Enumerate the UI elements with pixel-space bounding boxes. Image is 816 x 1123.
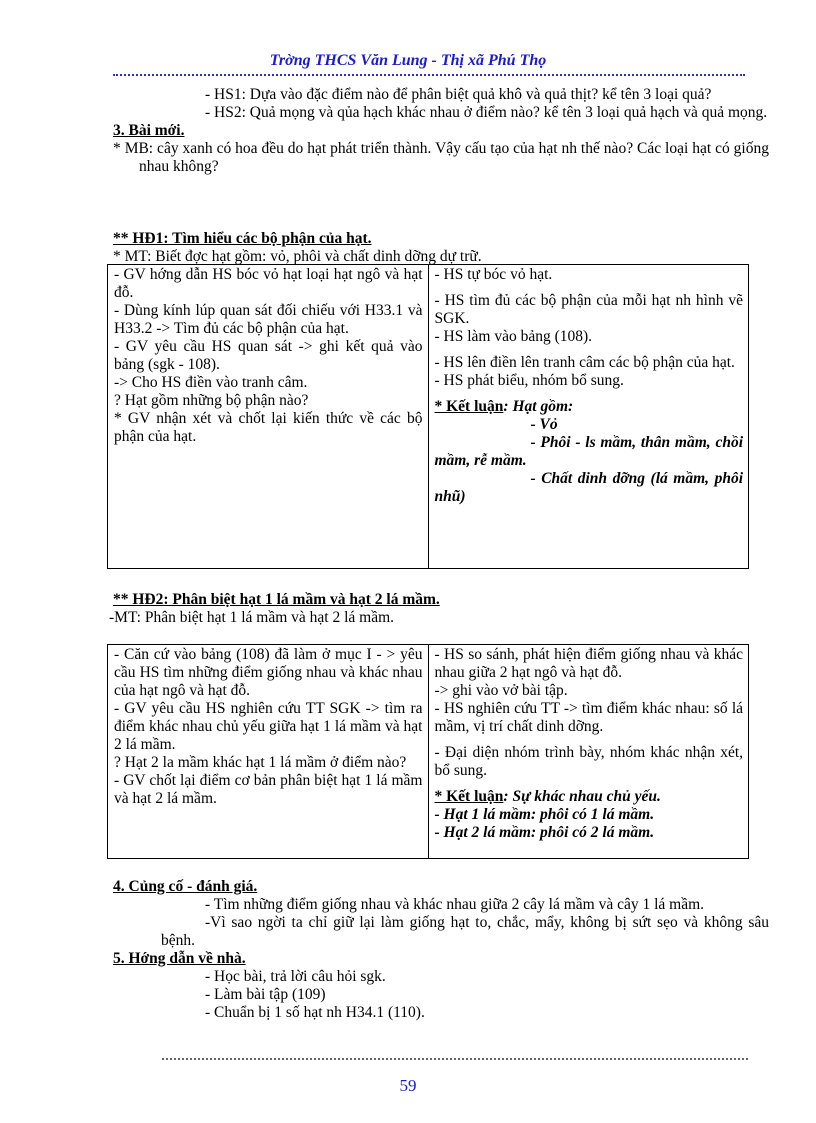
hd2-left-item: - GV yêu cầu HS nghiên cứu TT SGK -> tìm ra điểm khác nhau chủ yếu giữa hạt 1 lá mầm và hạt 2 lá mầm. — [114, 700, 423, 753]
hd2-table — [107, 644, 749, 859]
section5-title: 5. Hớng dẫn về nhà. — [113, 950, 246, 967]
hd2-right-item: - HS so sánh, phát hiện điểm giống nhau và khác nhau giữa 2 hạt ngô và hạt đỗ. — [434, 646, 743, 681]
hd1-conclusion-item: - Phôi - ls mầm, thân mầm, chồi mầm, rễ mầm. — [434, 434, 743, 469]
hd1-right-item: - HS phát biểu, nhóm bổ sung. — [434, 372, 624, 389]
hd2-left-item: ? Hạt 2 la mầm khác hạt 1 lá mầm ở điểm nào? — [114, 754, 407, 771]
hd1-heading-block — [113, 230, 769, 266]
section5-item: - Làm bài tập (109) — [205, 986, 326, 1003]
hd1-right-item: - HS tìm đủ các bộ phận của mỗi hạt nh hình vẽ SGK. — [434, 292, 743, 327]
hd1-table — [107, 264, 749, 569]
hd2-student-column — [428, 645, 749, 859]
hd1-conclusion-item: - Chất dinh dỡng (lá mầm, phôi nhũ) — [434, 470, 743, 505]
hd1-left-item: * GV nhận xét và chốt lại kiến thức về các bộ phận của hạt. — [114, 410, 423, 445]
hd1-right-item: - HS làm vào bảng (108). — [434, 328, 593, 345]
hd1-conclusion: * Kết luận: Hạt gồm: — [434, 398, 574, 415]
footer-divider — [162, 1058, 748, 1060]
hd1-left-item: - GV yêu cầu HS quan sát -> ghi kết quả vào bảng (sgk - 108). — [114, 338, 423, 373]
conclusion-label: * Kết luận — [434, 398, 504, 415]
intro-block — [113, 86, 769, 176]
hd2-left-item: - Căn cứ vào bảng (108) đã làm ở mục I - > yêu cầu HS tìm những điểm giống nhau và khác nhau của hạt ngô và hạt đỗ. — [114, 646, 423, 699]
hd2-teacher-column — [108, 645, 429, 859]
section5-item: - Chuẩn bị 1 số hạt nh H34.1 (110). — [205, 1004, 425, 1021]
intro-hs1: - HS1: Dựa vào đặc điểm nào để phân biệt quả khô và quả thịt? kể tên 3 loại quả? — [205, 86, 712, 103]
section5-list — [113, 968, 769, 1022]
hd1-student-column — [428, 265, 749, 569]
hd1-right-item: - HS tự bóc vỏ hạt. — [434, 266, 553, 283]
hd2-right-item: - HS nghiên cứu TT -> tìm điểm khác nhau: số lá mầm, vị trí chất dinh dỡng. — [434, 700, 743, 735]
hd1-mt: * MT: Biết đợc hạt gồm: vỏ, phôi và chất dinh dỡng dự trữ. — [113, 248, 482, 265]
page-number: 59 — [399, 1076, 417, 1095]
hd1-left-item: ? Hạt gồm những bộ phận nào? — [114, 392, 309, 409]
hd2-mt: -MT: Phân biệt hạt 1 lá mầm và hạt 2 lá mầm. — [109, 609, 395, 626]
section3-title: 3. Bài mới. — [113, 122, 185, 139]
hd1-teacher-column — [108, 265, 429, 569]
section3-mb: * MB: cây xanh có hoa đều do hạt phát triển thành. Vậy cấu tạo của hạt nh thế nào? Các loại hạt có giống nhau không? — [113, 140, 769, 175]
hd2-heading-block — [109, 591, 769, 627]
hd2-title: ** HĐ2: Phân biệt hạt 1 lá mầm và hạt 2 lá mầm. — [113, 591, 440, 608]
section4-block — [113, 878, 769, 1022]
header-divider — [113, 74, 745, 76]
hd2-right-item: -> ghi vào vở bài tập. — [434, 682, 568, 699]
hd1-left-item: - GV hớng dẫn HS bóc vỏ hạt loại hạt ngô và hạt đỗ. — [114, 266, 423, 301]
hd1-title: ** HĐ1: Tìm hiểu các bộ phận của hạt. — [113, 230, 372, 247]
conclusion-label: * Kết luận — [434, 788, 504, 805]
conclusion-head: Hạt gồm: — [512, 398, 574, 415]
conclusion-head: Sự khác nhau chủ yếu. — [512, 788, 661, 805]
section5-item: - Học bài, trả lời câu hỏi sgk. — [205, 968, 386, 985]
section4-item: -Vì sao ngời ta chỉ giữ lại làm giống hạt to, chắc, mẩy, không bị sứt sẹo và không sâu bệnh. — [161, 914, 769, 949]
section4-title: 4. Củng cố - đánh giá. — [113, 878, 258, 895]
hd1-conclusion-item: - Vỏ — [530, 416, 558, 433]
hd1-left-item: -> Cho HS điền vào tranh câm. — [114, 374, 308, 391]
hd2-left-item: - GV chốt lại điểm cơ bản phân biệt hạt 1 lá mầm và hạt 2 lá mầm. — [114, 772, 423, 807]
hd1-right-item: - HS lên điền lên tranh câm các bộ phận của hạt. — [434, 354, 735, 371]
hd2-conclusion-item: - Hạt 1 lá mầm: phôi có 1 lá mầm. — [434, 806, 655, 823]
intro-hs2: - HS2: Quả mọng và qủa hạch khác nhau ở điểm nào? kể tên 3 loại quả hạch và quả mọng. — [205, 104, 768, 121]
hd1-left-item: - Dùng kính lúp quan sát đối chiếu với H33.1 và H33.2 -> Tìm đủ các bộ phận của hạt. — [114, 302, 423, 337]
hd2-right-item: - Đại diện nhóm trình bày, nhóm khác nhận xét, bổ sung. — [434, 744, 743, 779]
page-header: Trờng THCS Văn Lung - Thị xã Phú Thọ — [269, 52, 547, 69]
hd2-conclusion-item: - Hạt 2 lá mầm: phôi có 2 lá mầm. — [434, 824, 655, 841]
hd2-conclusion: * Kết luận: Sự khác nhau chủ yếu. — [434, 788, 661, 805]
section4-item: - Tìm những điểm giống nhau và khác nhau giữa 2 cây lá mầm và cây 1 lá mầm. — [205, 896, 705, 913]
